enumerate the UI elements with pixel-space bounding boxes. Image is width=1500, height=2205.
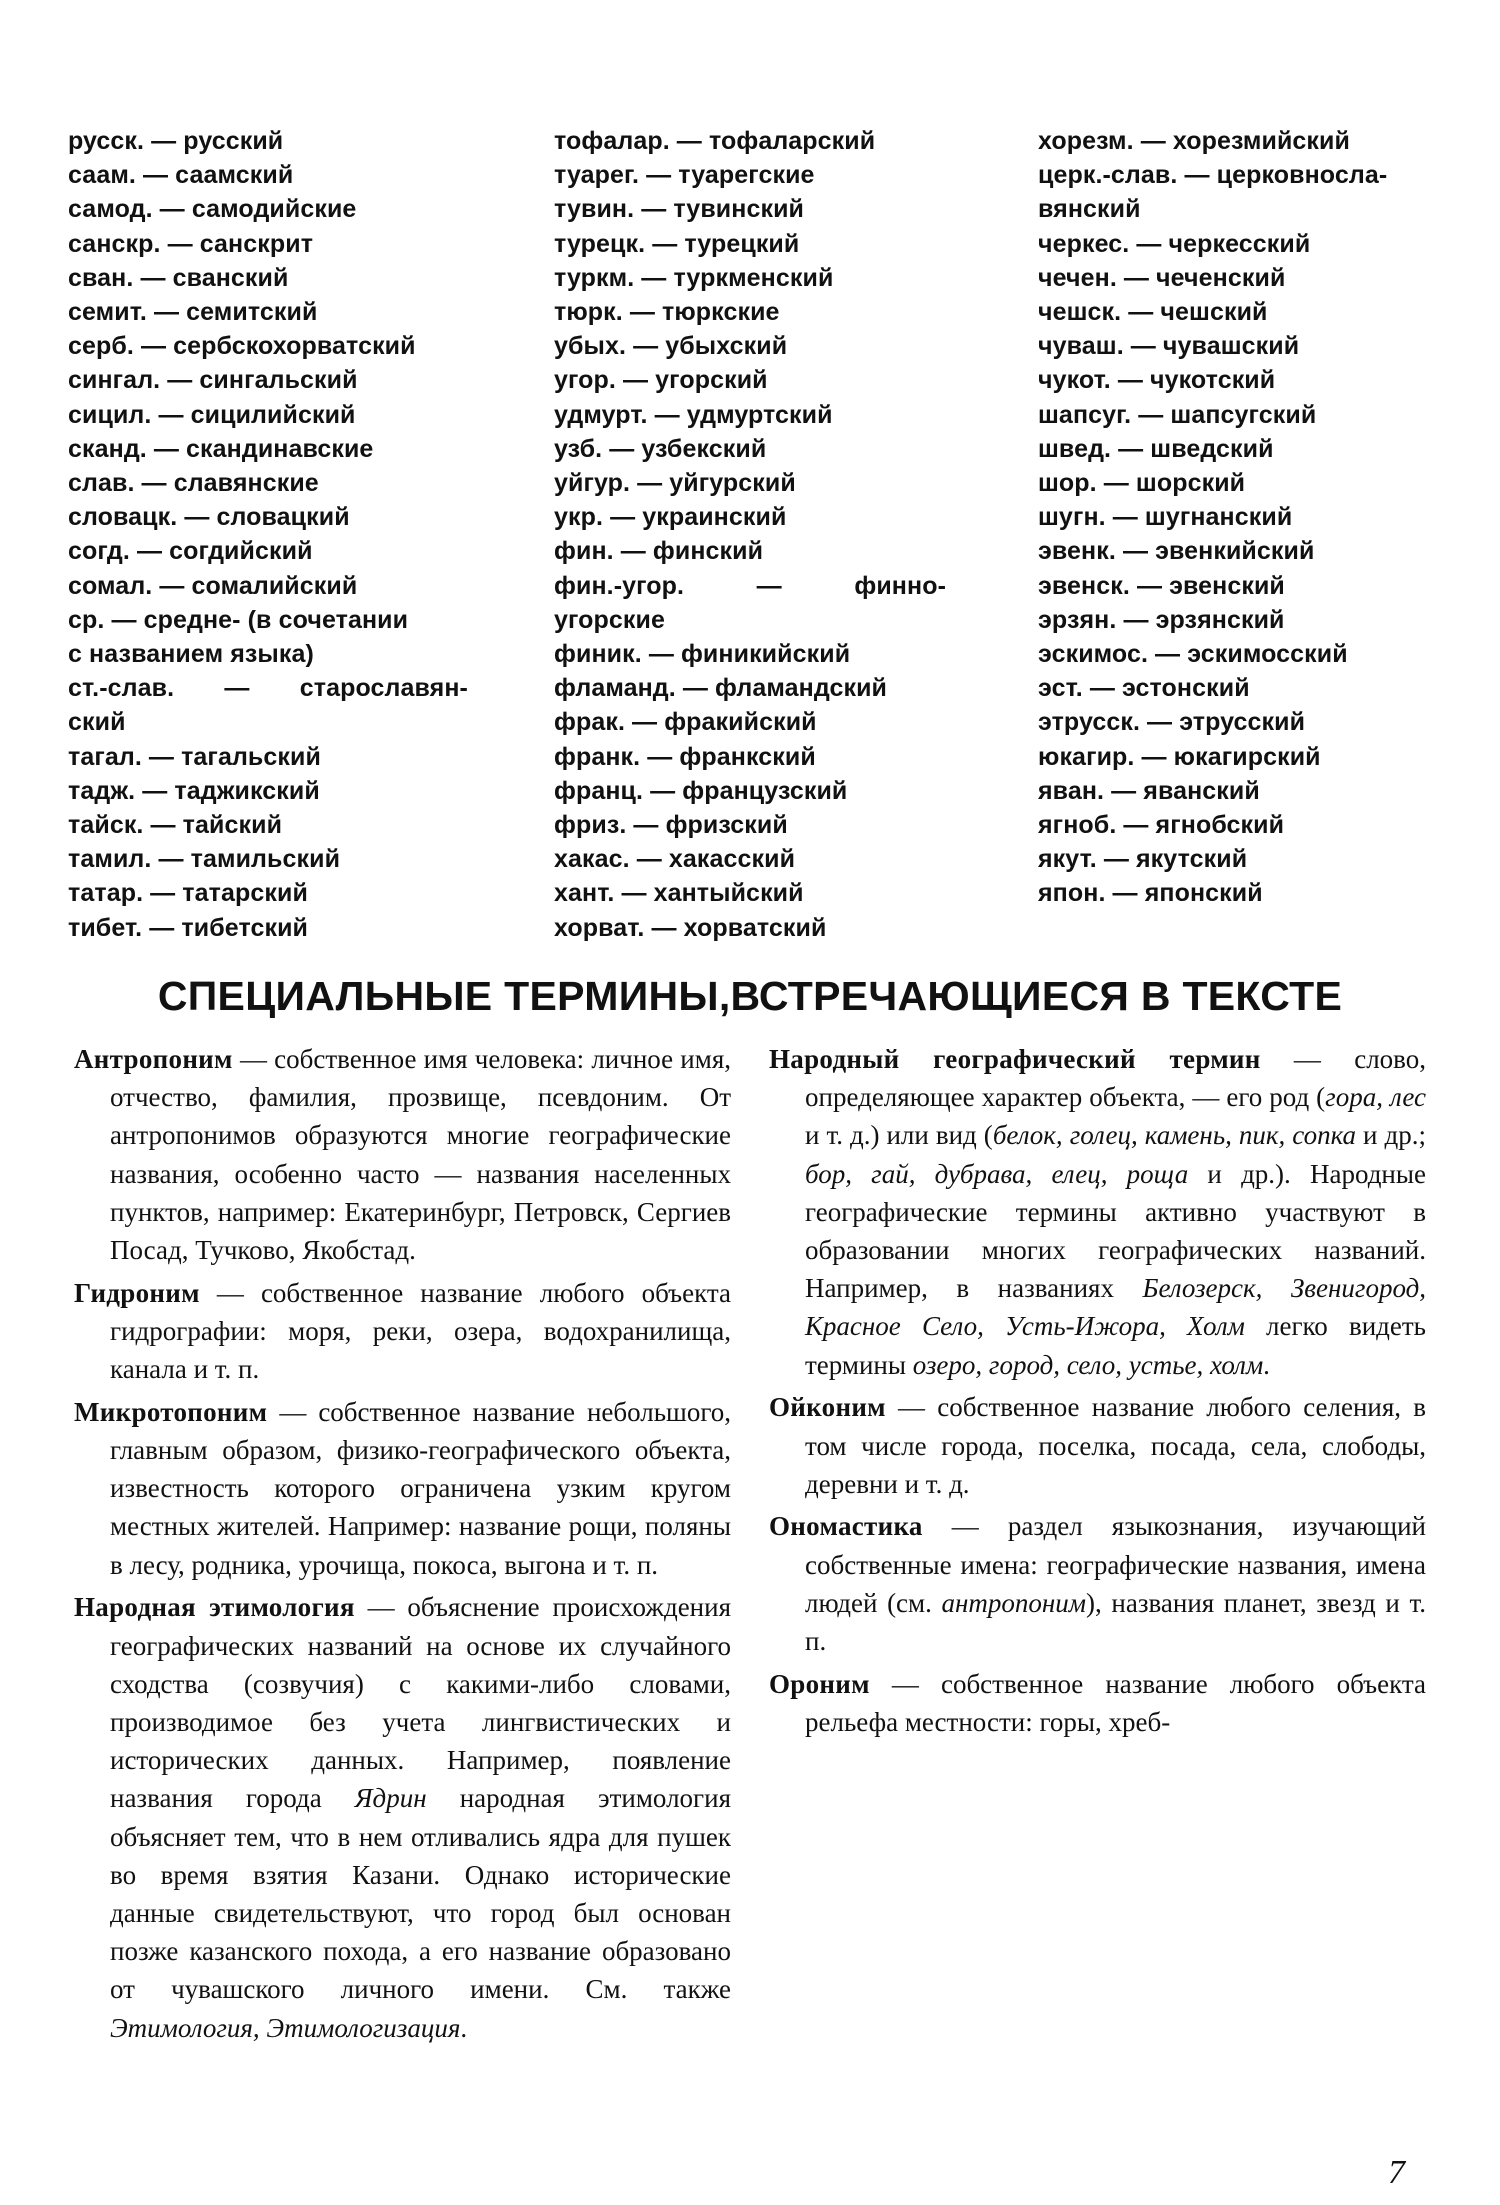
abbreviation-item: чукот. — чукотский (1038, 366, 1276, 395)
abbreviation-item: хант. — хантыйский (554, 879, 804, 908)
abbreviation-item: эскимос. — эскимосский (1038, 640, 1348, 669)
abbreviation-item: тагал. — тагальский (68, 742, 321, 771)
abbreviation-item: сван. — сванский (68, 263, 289, 292)
abbreviation-item: саам. — саамский (68, 161, 294, 190)
abbreviation-item: татар. — татарский (68, 879, 308, 908)
glossary-definition: и др.; (1356, 1120, 1426, 1151)
glossary-definition: — собственное имя человека: личное имя, отчество, фамилия, прозвище, псевдоним. От антропонимов образуются многие географические названия, особенно часто — названия населенных пунктов, например: Екатеринбург, Петровск, Сергиев Посад, Тучково, Якобстад. (110, 1044, 731, 1266)
abbreviation-item: слав. — славянские (68, 469, 319, 498)
glossary-term: Ойконим (769, 1392, 886, 1423)
glossary-entry-termin (769, 1040, 1426, 1384)
abbreviation-item: ский (68, 708, 126, 737)
glossary-definition: . (1263, 1349, 1270, 1380)
glossary-example: Белозерск, Звенигород, Красное Село, Усть-Ижора, Холм (805, 1273, 1426, 1342)
abbreviation-item: тайск. — тайский (68, 811, 283, 840)
glossary-entry-antroponim (74, 1040, 731, 1269)
glossary-term: Народная этимология (74, 1592, 355, 1623)
abbreviation-item: удмурт. — удмуртский (554, 400, 833, 429)
abbreviation-item: уйгур. — уйгурский (554, 469, 796, 498)
glossary-definition: — объяснение происхождения географических названий на основе их случайного сходства (созвучия) с какими-либо словами, производимое без учета лингвистических и исторических данных. Например, появление названия города (110, 1592, 731, 1814)
abbreviation-item: фриз. — фризский (554, 811, 788, 840)
abbreviation-item: шугн. — шугнанский (1038, 503, 1293, 532)
glossary-entry-mikrotoponim (74, 1393, 731, 1584)
glossary-term: Народный географический термин (769, 1044, 1261, 1074)
abbreviation-item: тибет. — тибетский (68, 913, 309, 942)
abbreviation-item: согд. — согдийский (68, 537, 313, 566)
abbreviation-item: хакас. — хакасский (554, 845, 796, 874)
glossary-term: Микротопоним (74, 1396, 268, 1427)
glossary-definition: — раздел языкознания, изучающий собственные имена: географические названия, имена людей (см. (805, 1511, 1426, 1618)
abbreviation-item: фрак. — фракийский (554, 708, 817, 737)
abbreviation-item: турецк. — турецкий (554, 229, 800, 258)
abbreviation-part: старославян- (299, 674, 468, 703)
glossary-example: Ядрин (354, 1783, 427, 1814)
glossary-definition: . (460, 2012, 468, 2043)
abbreviation-item: церк.-слав. — церковносла- (1038, 161, 1388, 190)
abbreviation-item: тувин. — тувинский (554, 195, 805, 224)
abbreviation-item: самод. — самодийские (68, 195, 357, 224)
abbreviation-item: санскр. — санскрит (68, 229, 314, 258)
glossary-definition: легко видеть термины (805, 1311, 1426, 1380)
glossary-term: Антропоним (74, 1044, 233, 1074)
abbreviation-item: финик. — финикийский (554, 640, 851, 669)
abbreviations-column-1 (68, 124, 468, 945)
abbreviation-item: угорские (554, 605, 666, 634)
abbreviation-item: с названием языка) (68, 640, 314, 669)
glossary-term: Ономастика (769, 1511, 923, 1542)
abbreviation-item: юкагир. — юкагирский (1038, 742, 1321, 771)
glossary-term: Гидроним (74, 1277, 200, 1308)
abbreviation-item: эрзян. — эрзянский (1038, 605, 1285, 634)
abbreviation-item: серб. — сербскохорватский (68, 332, 416, 361)
abbreviation-item: этрусск. — этрусский (1038, 708, 1306, 737)
abbreviation-item: хорват. — хорватский (554, 913, 827, 942)
glossary-cross-reference: Этимология, Этимологизация (110, 2012, 461, 2043)
abbreviation-part: ст.-слав. (68, 674, 175, 703)
abbreviation-item: япон. — японский (1038, 879, 1263, 908)
abbreviation-item: тюрк. — тюркские (554, 298, 780, 327)
glossary-example: озеро, город, село, устье, холм (912, 1349, 1264, 1380)
abbreviation-item: ягноб. — ягнобский (1038, 811, 1285, 840)
abbreviation-item: русск. — русский (68, 127, 284, 155)
abbreviation-item: вянский (1038, 195, 1141, 224)
abbreviation-part: — (756, 571, 782, 600)
abbreviation-item: тофалар. — тофаларский (554, 127, 876, 155)
glossary-entry-oikonim (769, 1388, 1426, 1503)
abbreviation-item: хорезм. — хорезмийский (1038, 127, 1350, 155)
glossary-cross-reference: антропоним (941, 1587, 1087, 1618)
abbreviation-item: узб. — узбекский (554, 434, 767, 463)
abbreviation-item: эвенк. — эвенкийский (1038, 537, 1315, 566)
abbreviation-item: шор. — шорский (1038, 469, 1246, 498)
abbreviation-item: ср. — средне- (в сочетании (68, 605, 409, 634)
glossary-definition: — собственное название любого селения, в том числе города, поселка, посада, села, слободы, деревни и т. д. (805, 1392, 1426, 1499)
abbreviation-item: фин. — финский (554, 537, 764, 566)
abbreviation-part: — (224, 674, 250, 703)
glossary-entry-onomastika (769, 1507, 1426, 1660)
glossary-definition: народная этимология объясняет тем, что в нем отливались ядра для пушек во время взятия Казани. Однако исторические данные свидетельствуют, что город был основан позже казанского похода, а его название образовано от чувашского личного имени. См. также (110, 1783, 731, 2005)
abbreviation-item: якут. — якутский (1038, 845, 1248, 874)
abbreviation-item: фламанд. — фламандский (554, 674, 888, 703)
abbreviation-item: франк. — франкский (554, 742, 816, 771)
glossary-column-left (74, 1040, 731, 2051)
abbreviation-item (68, 671, 468, 705)
abbreviation-item: тамил. — тамильский (68, 845, 341, 874)
abbreviation-item: чечен. — чеченский (1038, 263, 1286, 292)
glossary-entry-gidronim (74, 1274, 731, 1389)
glossary-column-right (769, 1040, 1426, 1746)
abbreviation-item: сицил. — сицилийский (68, 400, 356, 429)
abbreviation-item: франц. — французский (554, 776, 848, 805)
abbreviation-item: сингал. — сингальский (68, 366, 358, 395)
abbreviation-item: шапсуг. — шапсугский (1038, 400, 1317, 429)
abbreviation-item: словацк. — словацкий (68, 503, 350, 532)
abbreviation-item: тадж. — таджикский (68, 776, 320, 805)
abbreviation-part: фин.-угор. (554, 571, 685, 600)
glossary-example: гора, лес (1325, 1082, 1426, 1113)
abbreviation-item: яван. — яванский (1038, 776, 1260, 805)
glossary-definition: ), названия планет, звезд и т. п. (805, 1587, 1426, 1657)
glossary-example: белок, голец, камень, пик, сопка (992, 1120, 1357, 1151)
glossary-definition: — собственное название небольшого, главным образом, физико-географического объекта, известность которого ограничена узким кругом местных жителей. Например: название рощи, поляны в лесу, родника, урочища, покоса, выгона и т. п. (110, 1396, 731, 1580)
page-number: 7 (1388, 2154, 1405, 2191)
abbreviation-item: туарег. — туарегские (554, 161, 815, 190)
abbreviation-part: финно- (854, 571, 946, 600)
glossary-definition: и др.). Народные географические термины активно участвуют в образовании многих географических названий. Например, в названиях (805, 1158, 1427, 1304)
abbreviation-item: чуваш. — чувашский (1038, 332, 1300, 361)
abbreviation-item: швед. — шведский (1038, 434, 1274, 463)
glossary-definition: — слово, определяющее характер объекта, — его род ( (805, 1044, 1426, 1113)
abbreviation-item: угор. — угорский (554, 366, 768, 395)
abbreviation-item: укр. — украинский (554, 503, 787, 532)
abbreviations-column-2 (554, 124, 946, 945)
glossary-entry-etimologia (74, 1588, 731, 2046)
abbreviation-item: туркм. — туркменский (554, 263, 834, 292)
glossary-example: бор, гай, дубрава, елец, роща (805, 1158, 1189, 1189)
abbreviation-item: эст. — эстонский (1038, 674, 1250, 703)
abbreviation-item (554, 569, 946, 603)
abbreviation-item: семит. — семитский (68, 298, 318, 327)
abbreviation-item: эвенск. — эвенский (1038, 571, 1285, 600)
abbreviation-item: убых. — убыхский (554, 332, 788, 361)
glossary-definition: — собственное название любого объекта рельефа местности: горы, хреб- (805, 1668, 1426, 1737)
glossary-term: Ороним (769, 1668, 870, 1699)
abbreviations-column-3 (1038, 124, 1438, 911)
abbreviation-item: черкес. — черкесский (1038, 229, 1311, 258)
abbreviation-item: сомал. — сомалийский (68, 571, 358, 600)
abbreviation-item: чешск. — чешский (1038, 298, 1268, 327)
abbreviation-item: сканд. — скандинавские (68, 434, 374, 463)
glossary-definition: — собственное название любого объекта гидрографии: моря, реки, озера, водохранилища, канала и т. п. (110, 1277, 731, 1385)
glossary-entry-oronim (769, 1665, 1426, 1741)
section-title: СПЕЦИАЛЬНЫЕ ТЕРМИНЫ,ВСТРЕЧАЮЩИЕСЯ В ТЕКСТЕ (157, 973, 1343, 1019)
glossary-definition: и т. д.) или вид ( (805, 1120, 993, 1151)
